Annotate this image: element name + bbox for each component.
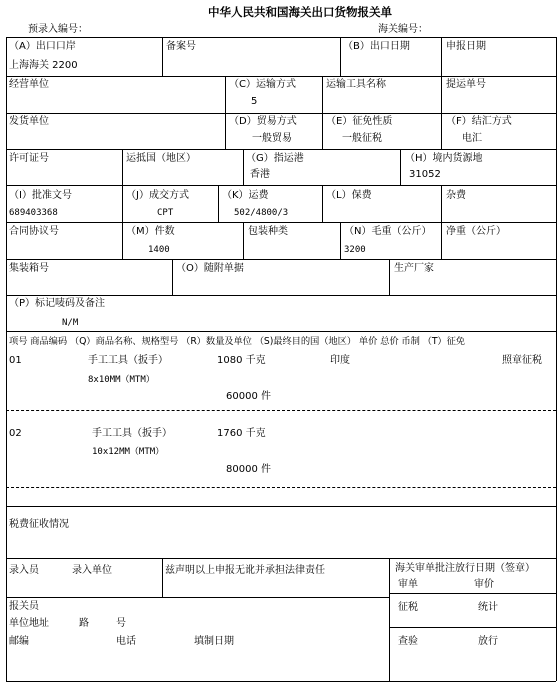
license-label: 许可证号 [9,153,49,164]
approval-number-label: （I）批准文号 [9,190,72,201]
transport-mode-value: 5 [251,96,258,107]
fill-date-label: 填制日期 [194,636,234,647]
package-type-label: 包装种类 [248,226,288,237]
statistics-label: 统计 [478,602,498,613]
settlement-label: （F）结汇方式 [446,116,512,127]
port-label: （G）指运港 [246,153,304,164]
bill-number-label: 提运单号 [446,79,486,90]
price-review-label: 审价 [474,579,494,590]
deal-mode-value: CPT [157,208,174,218]
transport-mode-label: （C）运输方式 [229,79,296,90]
declare-date-label: 申报日期 [446,41,486,52]
record-number-label: 备案号 [166,41,196,52]
declaration-statement: 兹声明以上申报无讹并承担法律责任 [165,565,325,576]
attached-documents-label: （O）随附单据 [176,263,244,274]
goods-item-quantity: 1080 千克 [217,355,266,366]
freight-value: 502/4800/3 [234,208,289,218]
export-port-value: 上海海关 2200 [9,60,78,71]
address-label: 单位地址 [9,618,49,629]
inspection-label: 查验 [398,636,418,647]
goods-item-country: 印度 [330,355,350,366]
export-port-label: （A）出口口岸 [9,41,76,52]
container-number-label: 集装箱号 [9,263,49,274]
freight-label: （K）运费 [222,190,269,201]
tax-nature-value: 一般征税 [342,133,382,144]
misc-fee-label: 杂费 [446,190,466,201]
tax-collection-label: 征税 [398,602,418,613]
goods-item-quantity: 1760 千克 [217,428,266,439]
operator-label: 经营单位 [9,79,49,90]
goods-item-spec: 8x10MM（MTM） [88,375,155,385]
goods-item-name: 手工工具（扳手） [92,428,172,439]
manufacturer-label: 生产厂家 [394,263,434,274]
goods-item-quantity-2: 60000 件 [226,391,271,402]
marks-label: （P）标记唛码及备注 [9,298,106,309]
approval-number-value: 689403368 [9,208,58,218]
goods-source-value: 31052 [409,169,441,180]
declarant-label: 报关员 [9,601,39,612]
review-label: 审单 [398,579,418,590]
goods-item-number: 01 [9,355,22,366]
deal-mode-label: （J）成交方式 [126,190,189,201]
export-date-label: （B）出口日期 [343,41,410,52]
gross-weight-value: 3200 [344,245,366,255]
tax-levy-label: 税费征收情况 [9,519,69,530]
trade-mode-value: 一般贸易 [252,133,292,144]
pieces-label: （M）件数 [126,226,175,237]
insurance-label: （L）保费 [326,190,372,201]
marks-value: N/M [62,318,79,328]
settlement-value: 电汇 [462,133,482,144]
form-title: 中华人民共和国海关出口货物报关单 [208,5,392,19]
contract-label: 合同协议号 [9,226,59,237]
destination-country-label: 运抵国（地区） [126,153,196,164]
entry-clerk-label: 录入员 [9,565,39,576]
tax-nature-label: （E）征免性质 [326,116,393,127]
vehicle-name-label: 运输工具名称 [326,79,386,90]
number-label: 号 [116,618,126,629]
preentry-number-label: 预录入编号： [28,24,88,35]
release-label: 放行 [478,636,498,647]
goods-item-name: 手工工具（扳手） [88,355,168,366]
port-value: 香港 [250,169,270,180]
customs-approval-label: 海关审单批注放行日期（签章） [395,563,535,574]
goods-item-exemption: 照章征税 [502,355,542,366]
customs-number-label: 海关编号： [378,24,428,35]
goods-header: 项号 商品编码 （Q）商品名称、规格型号 （R）数量及单位 （S)最终目的国（地区） 单价 总价 币制 （T）征免 [9,336,465,347]
phone-label: 电话 [116,636,136,647]
trade-mode-label: （D）贸易方式 [229,116,297,127]
net-weight-label: 净重（公斤） [446,226,506,237]
goods-item-spec: 10x12MM（MTM） [92,447,165,457]
pieces-value: 1400 [148,245,170,255]
postcode-label: 邮编 [9,636,29,647]
goods-source-label: （H）境内货源地 [405,153,483,164]
gross-weight-label: （N）毛重（公斤） [344,226,432,237]
shipper-label: 发货单位 [9,116,49,127]
road-label: 路 [79,618,89,629]
goods-item-quantity-2: 80000 件 [226,464,271,475]
entry-unit-label: 录入单位 [72,565,112,576]
goods-item-number: 02 [9,428,22,439]
